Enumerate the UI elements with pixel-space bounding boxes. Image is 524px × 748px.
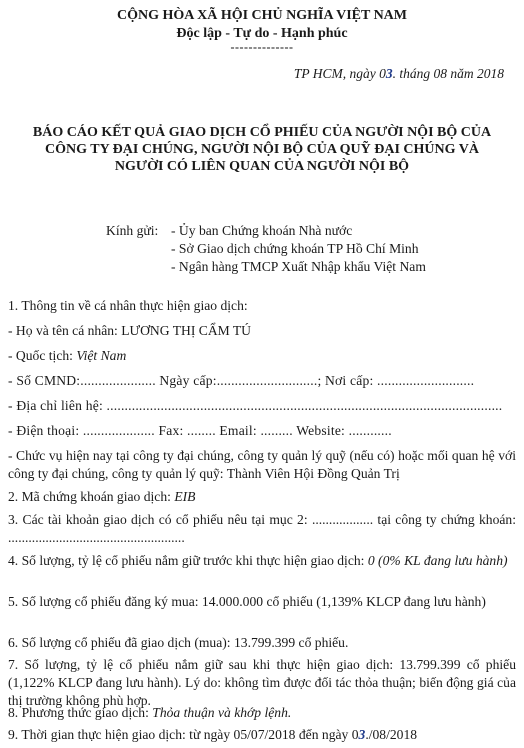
recipients-label: Kính gửi: xyxy=(106,223,159,238)
section-9 xyxy=(8,726,417,744)
motto-separator: -------------- xyxy=(230,40,294,54)
nationality-value: Việt Nam xyxy=(76,348,127,363)
name-row xyxy=(8,322,251,340)
dateline-handwritten-day: 3 xyxy=(385,66,393,81)
section-1-heading: 1. Thông tin về cá nhân thực hiện giao dịch: xyxy=(8,298,248,313)
motto: Độc lập - Tự do - Hạnh phúc xyxy=(176,26,348,41)
section-5: 5. Số lượng cổ phiếu đăng ký mua: 14.000.000 cổ phiếu (1,139% KLCP đang lưu hành) xyxy=(8,594,486,609)
method-label: 8. Phương thức giao dịch: xyxy=(8,705,153,720)
nationality-label: - Quốc tịch: xyxy=(8,348,77,363)
position-paragraph: - Chức vụ hiện nay tại công ty đại chúng, công ty quản lý quỹ (nếu có) hoặc mối quan hệ với công ty đại chúng, công ty quản lý quỹ: Thành Viên Hội Đồng Quản Trị xyxy=(8,448,516,481)
name-value: LƯƠNG THỊ CẨM TÚ xyxy=(121,323,251,338)
period-prefix: 9. Thời gian thực hiện giao dịch: từ ngày 05/07/2018 đến ngày 0 xyxy=(8,727,359,742)
report-title-line-3: NGƯỜI CÓ LIÊN QUAN CỦA NGƯỜI NỘI BỘ xyxy=(114,159,410,174)
section-4 xyxy=(8,552,516,570)
section-8 xyxy=(8,704,291,722)
section-2 xyxy=(8,488,195,506)
section-3: 3. Các tài khoản giao dịch có cổ phiếu nêu tại mục 2: .................. tại công ty chứng khoán: .................................................... xyxy=(8,512,516,545)
dateline xyxy=(294,66,504,82)
section-7: 7. Số lượng, tỷ lệ cổ phiếu nắm giữ sau khi thực hiện giao dịch: 13.799.399 cổ phiếu (1,122% KLCP đang lưu hành). Lý do: không tìm được đối tác thỏa thuận; biến động giá của thị trường không phù hợp. xyxy=(8,657,516,708)
stock-code-value: EIB xyxy=(174,489,196,504)
holding-before-value: 0 (0% KL đang lưu hành) xyxy=(367,553,508,568)
recipient-item: - Ngân hàng TMCP Xuất Nhập khẩu Việt Nam xyxy=(171,259,426,274)
republic-heading: CỘNG HÒA XÃ HỘI CHỦ NGHĨA VIỆT NAM xyxy=(116,8,407,23)
stock-code-label: 2. Mã chứng khoán giao dịch: xyxy=(8,489,175,504)
recipient-item: - Sở Giao dịch chứng khoán TP Hồ Chí Minh xyxy=(171,241,419,256)
report-title-line-1: BÁO CÁO KẾT QUẢ GIAO DỊCH CỔ PHIẾU CỦA NGƯỜI NỘI BỘ CỦA xyxy=(32,125,492,140)
holding-before-label: 4. Số lượng, tỷ lệ cổ phiếu nắm giữ trước khi thực hiện giao dịch: xyxy=(8,553,368,568)
name-label: - Họ và tên cá nhân: xyxy=(8,323,122,338)
report-title-line-2: CÔNG TY ĐẠI CHÚNG, NGƯỜI NỘI BỘ CỦA QUỸ ĐẠI CHÚNG VÀ xyxy=(44,142,480,157)
method-value: Thỏa thuận và khớp lệnh. xyxy=(152,705,292,720)
period-handwritten-day: 3 xyxy=(358,727,366,742)
id-card-row: - Số CMND:..................... Ngày cấp:............................; Nơi cấp: ........................... xyxy=(8,373,475,388)
period-suffix: ./08/2018 xyxy=(365,727,418,742)
dateline-suffix: . tháng 08 năm 2018 xyxy=(392,66,504,81)
recipient-item: - Ủy ban Chứng khoán Nhà nước xyxy=(171,223,353,238)
address-row: - Địa chỉ liên hệ: .............................................................................................................. xyxy=(8,398,503,413)
phone-row: - Điện thoại: .................... Fax: ........ Email: ......... Website: ............ xyxy=(8,423,392,438)
dateline-prefix: TP HCM, ngày 0 xyxy=(293,66,386,81)
nationality-row xyxy=(8,347,126,365)
section-6: 6. Số lượng cổ phiếu đã giao dịch (mua): 13.799.399 cổ phiếu. xyxy=(8,635,349,650)
